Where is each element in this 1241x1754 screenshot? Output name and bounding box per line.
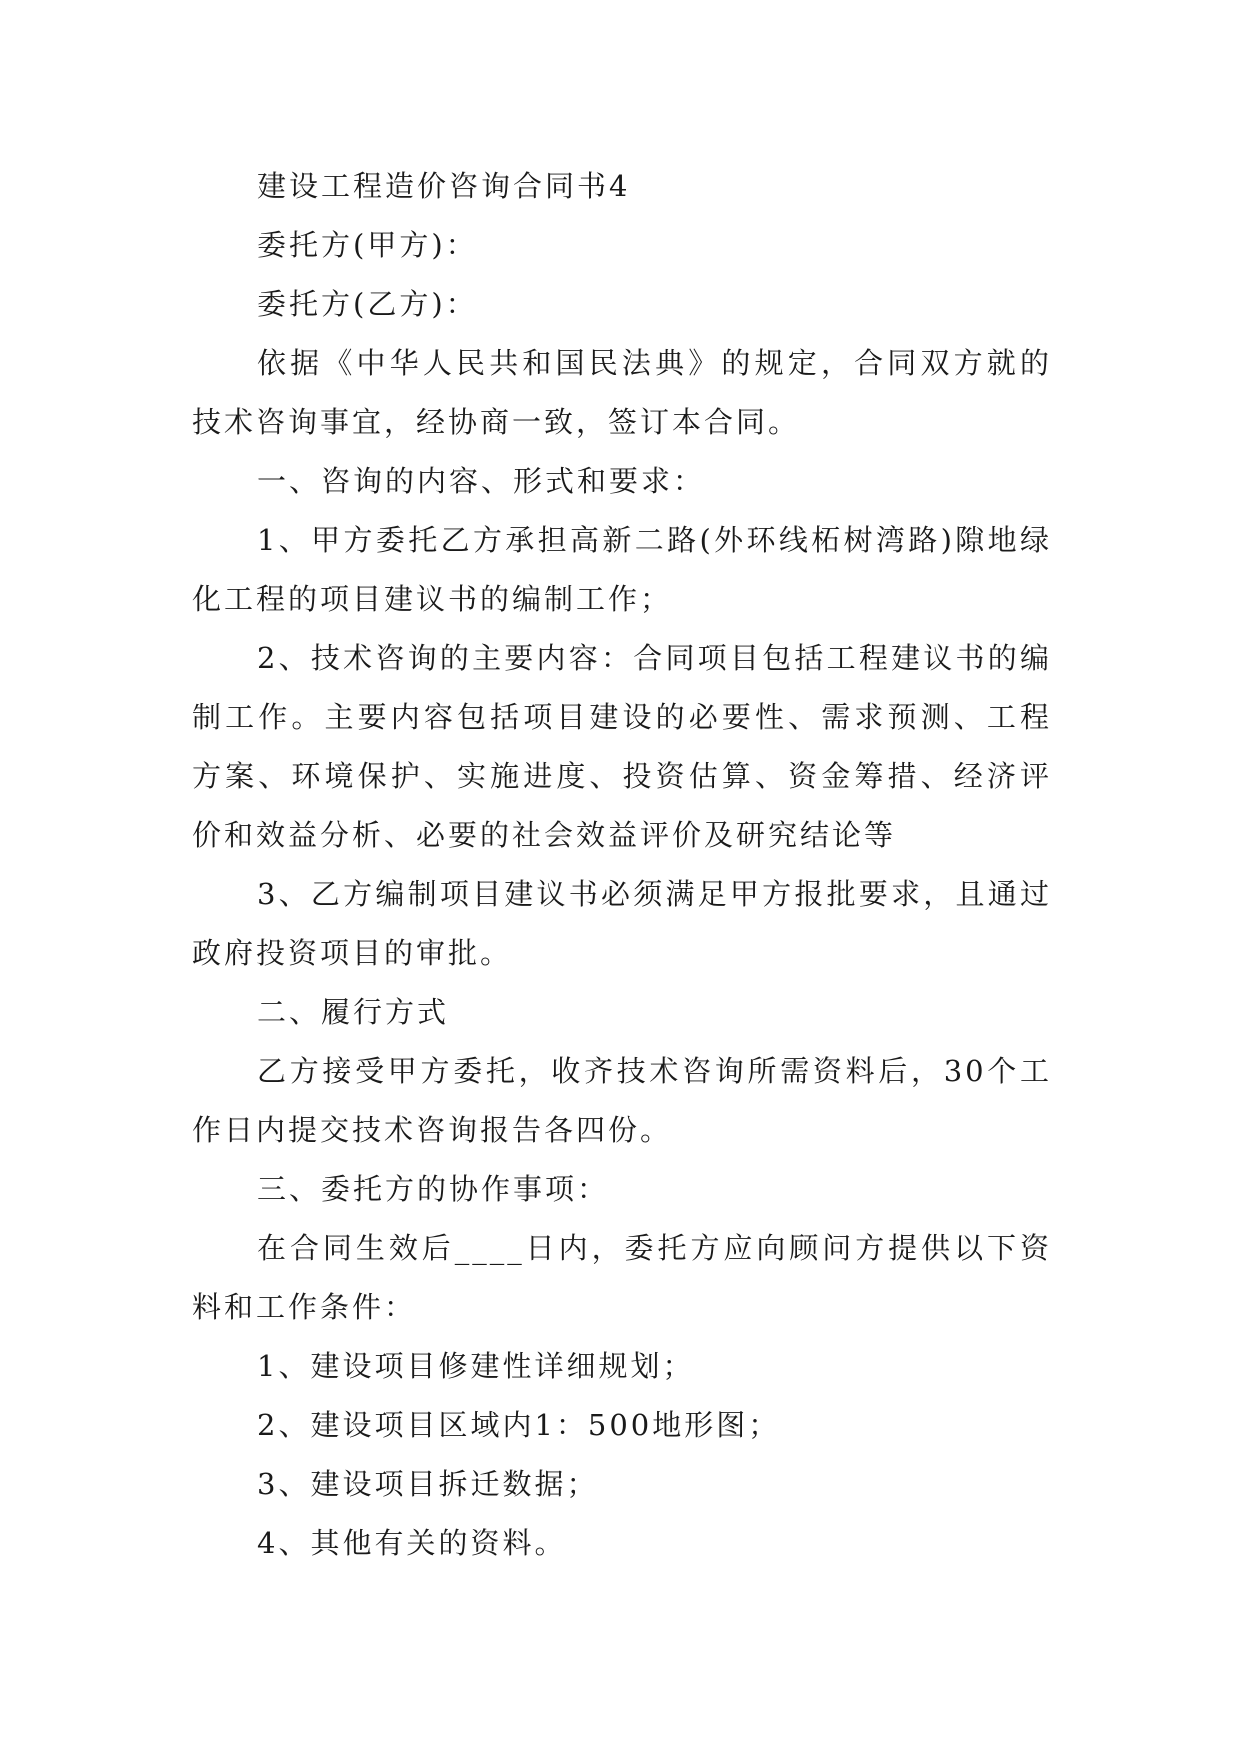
paragraph-item-2: 2、技术咨询的主要内容：合同项目包括工程建议书的编制工作。主要内容包括项目建设的必要性、需求预测、工程方案、环境保护、实施进度、投资估算、资金筹措、经济评价和效益分析、必要的社会效益评价及研究结论等 — [192, 641, 1052, 852]
paragraph-party-a: 委托方(甲方)： — [257, 228, 478, 262]
section-heading-consulting-content: 一、咨询的内容、形式和要求： — [257, 464, 706, 498]
list-item-plan: 1、建设项目修建性详细规划； — [257, 1349, 695, 1383]
paragraph-item-1: 1、甲方委托乙方承担高新二路(外环线柘树湾路)隙地绿化工程的项目建议书的编制工作； — [192, 523, 1052, 616]
list-item-topographic-map: 2、建设项目区域内1：500地形图； — [257, 1408, 781, 1442]
section-heading-performance: 二、履行方式 — [257, 995, 450, 1029]
document-title: 建设工程造价咨询合同书4 — [257, 169, 631, 203]
list-item-demolition-data: 3、建设项目拆迁数据； — [257, 1467, 599, 1501]
paragraph-item-3: 3、乙方编制项目建议书必须满足甲方报批要求，且通过政府投资项目的审批。 — [192, 877, 1052, 970]
paragraph-performance: 乙方接受甲方委托，收齐技术咨询所需资料后，30个工作日内提交技术咨询报告各四份。 — [192, 1054, 1052, 1147]
section-heading-cooperation: 三、委托方的协作事项： — [257, 1172, 610, 1206]
paragraph-cooperation: 在合同生效后____日内，委托方应向顾问方提供以下资料和工作条件： — [192, 1231, 1052, 1324]
document-body — [192, 157, 1052, 1573]
list-item-other-materials: 4、其他有关的资料。 — [257, 1526, 567, 1560]
paragraph-legal-basis: 依据《中华人民共和国民法典》的规定，合同双方就的技术咨询事宜，经协商一致，签订本合同。 — [192, 346, 1052, 439]
paragraph-party-b: 委托方(乙方)： — [257, 287, 478, 321]
